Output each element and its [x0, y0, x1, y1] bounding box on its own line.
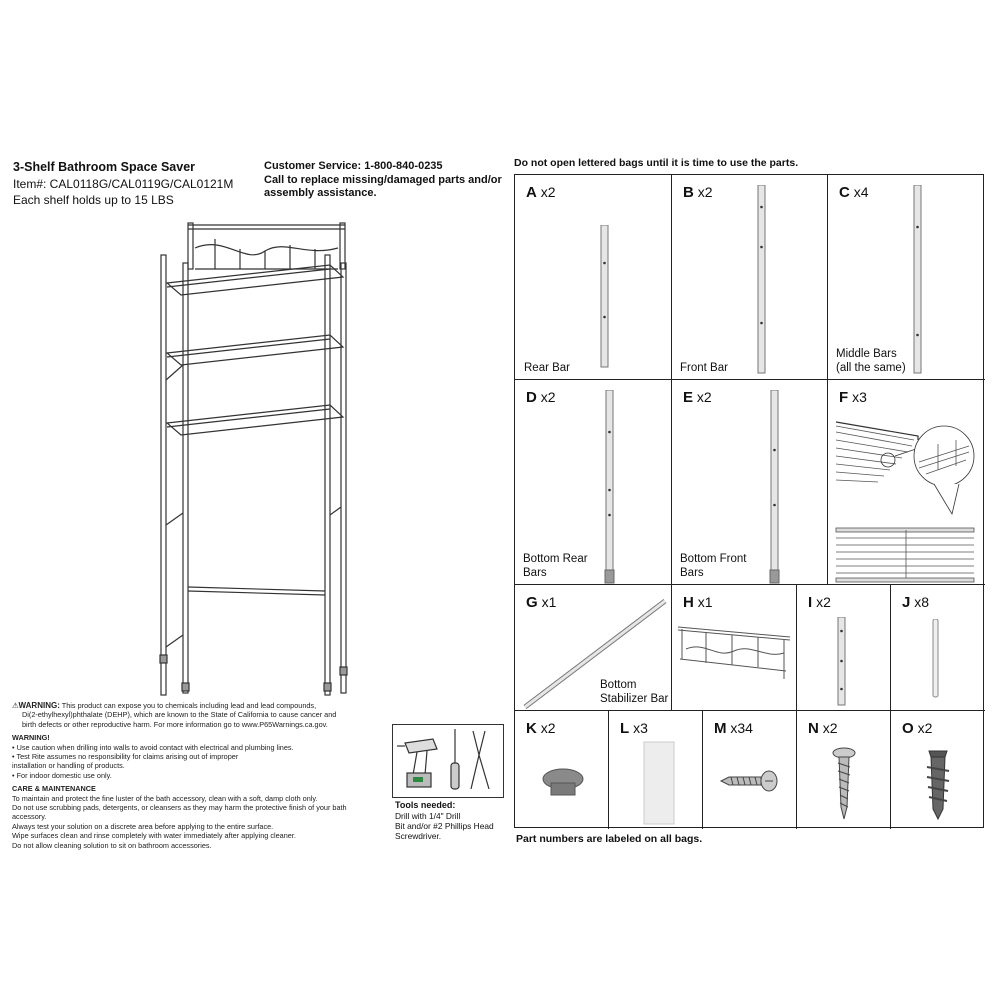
- part-desc: Front Bar: [680, 362, 728, 374]
- machine-screw-icon: [719, 767, 783, 795]
- warning-bullet: • Test Rite assumes no responsibility for claims arising out of improper: [12, 752, 239, 762]
- care-heading: CARE & MAINTENANCE: [12, 784, 96, 794]
- part-cell-o: [891, 711, 985, 829]
- part-qty: x4: [853, 184, 869, 200]
- product-title: 3-Shelf Bathroom Space Saver: [13, 160, 196, 174]
- wall-anchor-icon: [921, 749, 955, 821]
- part-cell-n: [797, 711, 891, 829]
- part-desc: (all the same): [836, 362, 906, 374]
- part-desc: Bars: [680, 567, 704, 579]
- part-qty: x3: [633, 720, 648, 736]
- part-cell-l: [609, 711, 703, 829]
- assembled-shelf-illustration: [155, 215, 355, 700]
- wood-screw-icon: [829, 747, 859, 823]
- part-qty: x1: [697, 594, 713, 610]
- warning-bullet: • Use caution when drilling into walls to avoid contact with electrical and plumbing lines.: [12, 742, 294, 752]
- warning-heading: WARNING:: [18, 701, 60, 710]
- item-numbers: Item#: CAL0118G/CAL0119G/CAL0121M: [13, 177, 234, 191]
- care-line: Do not allow cleaning solution to sit on bathroom accessories.: [12, 840, 212, 850]
- part-qty: x2: [816, 594, 831, 610]
- part-desc: Middle Bars: [836, 348, 897, 360]
- tools-line: Drill with 1/4" Drill: [395, 811, 461, 821]
- warning-triangle-icon: ⚠: [12, 701, 19, 710]
- part-qty: x34: [730, 720, 753, 736]
- part-cell-i: [797, 585, 891, 711]
- part-cell-e: [672, 380, 828, 585]
- part-desc: Bars: [523, 567, 547, 579]
- part-desc: Bottom: [600, 679, 637, 691]
- customer-service-phone: Customer Service: 1-800-840-0235: [264, 160, 443, 172]
- customer-service-line2: assembly assistance.: [264, 187, 377, 199]
- part-letter: F: [839, 389, 849, 406]
- care-line: Always test your solution on a discrete area before applying to the entire surface.: [12, 821, 274, 831]
- part-letter: N: [808, 720, 819, 737]
- part-letter: C: [839, 184, 850, 201]
- part-qty: x2: [540, 389, 556, 405]
- front-bar-icon: [756, 185, 768, 375]
- part-qty: x2: [917, 720, 933, 736]
- short-bar-icon: [835, 617, 849, 707]
- shelf-capacity: Each shelf holds up to 15 LBS: [13, 193, 174, 207]
- tools-heading: Tools needed:: [395, 800, 456, 810]
- shelf-panel-icon: [834, 418, 980, 584]
- tools-illustration-box: [392, 724, 504, 798]
- part-qty: x2: [822, 720, 838, 736]
- care-line: To maintain and protect the fine luster of the bath accessory, clean with a soft, damp cloth only.: [12, 793, 318, 803]
- parts-footer-note: Part numbers are labeled on all bags.: [516, 833, 703, 845]
- part-qty: x2: [696, 389, 712, 405]
- warning-bullet: • For indoor domestic use only.: [12, 770, 112, 780]
- warning-text-3: birth defects or other reproductive harm. For more information go to www.P65Warnings.ca.gov.: [22, 719, 328, 729]
- part-letter: A: [526, 184, 537, 201]
- support-rod-icon: [931, 619, 941, 699]
- part-desc: Bottom Front: [680, 553, 747, 565]
- part-letter: L: [620, 720, 630, 737]
- part-qty: x1: [541, 594, 557, 610]
- part-cell-m: [703, 711, 797, 829]
- middle-bar-icon: [912, 185, 924, 375]
- drill-icon: [397, 739, 437, 787]
- part-qty: x8: [914, 594, 930, 610]
- part-qty: x3: [852, 389, 867, 405]
- tools-line: Screwdriver.: [395, 831, 442, 841]
- screwdriver-icon: [451, 729, 459, 789]
- bottom-front-bar-icon: [768, 390, 782, 585]
- parts-notice: Do not open lettered bags until it is time to use the parts.: [514, 157, 799, 169]
- part-letter: I: [808, 594, 813, 611]
- care-line: Do not use scrubbing pads, detergents, or cleansers as they may harm the protective finish of your bath accessory.: [12, 803, 347, 822]
- part-cell-j: [891, 585, 985, 711]
- part-letter: O: [902, 720, 914, 737]
- part-desc: Bottom Rear: [523, 553, 588, 565]
- part-cell-b: [672, 175, 828, 380]
- rear-bar-icon: [599, 225, 611, 370]
- warning-text-2: Di(2-ethylhexyl)phthalate (DEHP), which are known to the State of California to cause cancer and: [22, 710, 337, 720]
- part-cell-a: [515, 175, 672, 380]
- part-cell-f: [828, 380, 985, 585]
- part-qty: x2: [697, 184, 713, 200]
- bottom-rear-bar-icon: [603, 390, 617, 585]
- end-cap-icon: [539, 765, 589, 801]
- warning-section: [12, 701, 382, 850]
- part-letter: G: [526, 594, 538, 611]
- tools-list: [395, 811, 515, 841]
- customer-service-line1: Call to replace missing/damaged parts and/or: [264, 174, 502, 186]
- warning-subheading: WARNING!: [12, 733, 50, 743]
- part-cell-g: [515, 585, 672, 711]
- tools-line: Bit and/or #2 Phillips Head: [395, 821, 494, 831]
- part-desc: Rear Bar: [524, 362, 571, 374]
- part-qty: x2: [540, 184, 556, 200]
- parts-grid: [514, 174, 984, 828]
- part-cell-k: [515, 711, 609, 829]
- part-letter: K: [526, 720, 537, 737]
- part-qty: x2: [540, 720, 556, 736]
- part-cell-c: [828, 175, 985, 380]
- adhesive-pad-icon: [643, 741, 675, 825]
- part-letter: E: [683, 389, 694, 406]
- care-line: Wipe surfaces clean and rinse completely with water immediately after applying cleaner.: [12, 831, 296, 841]
- part-letter: D: [526, 389, 537, 406]
- part-desc: Stabilizer Bar: [600, 693, 669, 705]
- pliers-icon: [471, 731, 489, 789]
- warning-text-1: This product can expose you to chemicals including lead and lead compounds,: [61, 701, 317, 710]
- part-letter: B: [683, 184, 694, 201]
- top-gallery-rail-icon: [676, 623, 794, 693]
- part-cell-h: [672, 585, 797, 711]
- part-cell-d: [515, 380, 672, 585]
- part-letter: J: [902, 594, 911, 611]
- warning-bullet: installation or handling of products.: [12, 761, 125, 771]
- part-letter: M: [714, 720, 727, 737]
- part-letter: H: [683, 594, 694, 611]
